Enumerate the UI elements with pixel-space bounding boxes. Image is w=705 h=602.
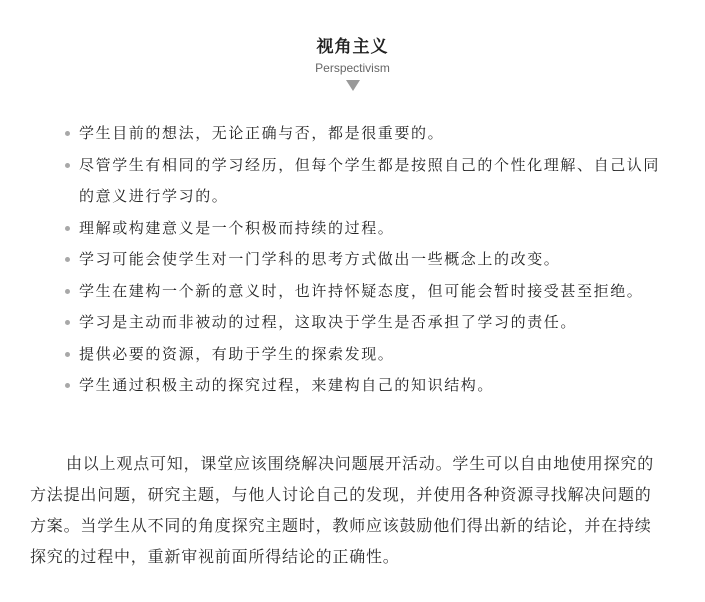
list-item — [62, 213, 662, 245]
list-item-text: 理解或构建意义是一个积极而持续的过程。 — [79, 218, 395, 237]
list-item — [62, 339, 662, 371]
page-subtitle: Perspectivism — [315, 61, 390, 75]
bullet-list — [62, 118, 662, 402]
page-title: 视角主义 — [316, 37, 389, 57]
list-item — [62, 150, 662, 213]
list-item — [62, 370, 662, 402]
list-item — [62, 118, 662, 150]
body-paragraph: 由以上观点可知，课堂应该围绕解决问题展开活动。学生可以自由地使用探究的方法提出问题，研究主题，与他人讨论自己的发现，并使用各种资源寻找解决问题的方案。当学生从不同的角度探究主题时，教师应该鼓励他们得出新的结论，并在持续探究的过程中，重新审视前面所得结论的正确性。 — [30, 454, 655, 566]
list-item-text: 学习是主动而非被动的过程，这取决于学生是否承担了学习的责任。 — [79, 313, 578, 331]
triangle-down-icon — [346, 80, 360, 91]
bullet-dot-icon — [65, 131, 70, 136]
bullet-dot-icon — [65, 163, 70, 168]
list-item-text: 学习可能会使学生对一门学科的思考方式做出一些概念上的改变。 — [79, 250, 561, 268]
bullet-dot-icon — [65, 383, 70, 388]
bullet-dot-icon — [65, 257, 70, 262]
list-item-text: 学生在建构一个新的意义时，也许持怀疑态度，但可能会暂时接受甚至拒绝。 — [79, 281, 644, 300]
list-item — [62, 276, 662, 308]
list-item-text: 学生通过积极主动的探究过程，来建构自己的知识结构。 — [79, 376, 495, 394]
list-item-text: 提供必要的资源，有助于学生的探索发现。 — [79, 344, 395, 363]
list-item — [62, 307, 662, 339]
list-item-text: 学生目前的想法，无论正确与否，都是很重要的。 — [79, 124, 445, 142]
bullet-dot-icon — [65, 320, 70, 325]
bullet-dot-icon — [65, 226, 70, 231]
list-item — [62, 244, 662, 276]
list-item-text: 尽管学生有相同的学习经历，但每个学生都是按照自己的个性化理解、自己认同的意义进行学习的。 — [79, 155, 661, 205]
bullet-dot-icon — [65, 352, 70, 357]
bullet-dot-icon — [65, 289, 70, 294]
title-block — [0, 36, 705, 91]
